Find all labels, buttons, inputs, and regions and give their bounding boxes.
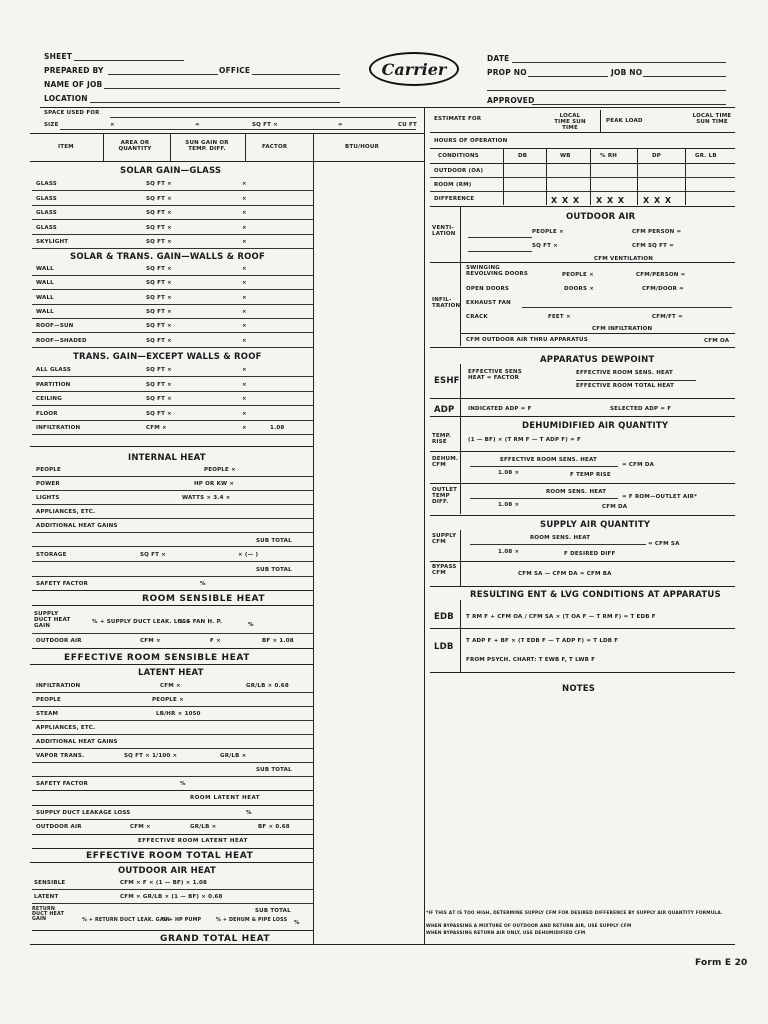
local-time-1: LOCAL TIME SUN TIME: [554, 113, 586, 131]
row-line: [32, 289, 313, 290]
row-line: [32, 190, 313, 191]
row-unit: SQ FT ×: [146, 195, 172, 202]
row-item: WALL: [36, 294, 54, 301]
subtotal-2: SUB TOTAL: [256, 567, 292, 573]
row-times: ×: [242, 181, 247, 187]
carrier-logo: Carrier: [369, 52, 459, 86]
ventilation-label: VENTI-LATION: [432, 225, 456, 237]
row-unit: SQ FT ×: [146, 210, 172, 216]
exhaust-fan: EXHAUST FAN: [466, 300, 511, 306]
adp-ers: EFFECTIVE ROOM SENS. HEAT: [576, 370, 673, 376]
lat-people: PEOPLE: [36, 697, 61, 703]
row-unit: SQ FT ×: [146, 381, 172, 388]
col-btu: BTU/HOUR: [345, 144, 379, 150]
row-unit: SQ FT ×: [146, 410, 172, 417]
dehum-108: 1.08 ×: [498, 470, 520, 476]
lat-steam-unit: LB/HR × 1050: [156, 711, 201, 717]
oa-label: OUTDOOR AIR: [36, 638, 82, 644]
footnote-1: *IF THIS ΔT IS TOO HIGH, DETERMINE SUPPLY CFM FOR DESIRED DIFFERENCE BY SUPPLY AIR QUANTITY FORMULA.: [426, 911, 723, 916]
latent-title: LATENT HEAT: [138, 668, 204, 678]
sheet-label: SHEET: [44, 52, 73, 61]
date-label: DATE: [487, 54, 510, 63]
trans-gain-title: TRANS. GAIN—EXCEPT WALLS & ROOF: [73, 352, 262, 362]
bypass-cfm: BYPASS CFM: [432, 564, 457, 576]
notes-title: NOTES: [562, 684, 596, 694]
lat-additional: ADDITIONAL HEAT GAINS: [36, 739, 118, 745]
cond-h-0: CONDITIONS: [438, 153, 479, 159]
lat-oa-gr: GR/LB ×: [190, 824, 217, 830]
row-item: CEILING: [36, 396, 62, 402]
xxx-2: X X X: [596, 196, 626, 205]
storage-label: STORAGE: [36, 552, 67, 558]
lat-appliances: APPLIANCES, ETC.: [36, 725, 96, 731]
row-item: GLASS: [36, 195, 57, 202]
sd-leakage: SUPPLY DUCT LEAKAGE LOSS: [36, 810, 131, 816]
row-unit: SQ FT ×: [146, 337, 172, 344]
hours-of-operation: HOURS OF OPERATION: [434, 138, 508, 144]
row-item: SKYLIGHT: [36, 239, 69, 245]
footnote-3: WHEN BYPASSING RETURN AIR ONLY, USE DEHUMIDIFIED CFM: [426, 931, 586, 936]
row-item: GLASS: [36, 210, 57, 216]
oa-heat-title: OUTDOOR AIR HEAT: [118, 866, 217, 876]
row-line: [32, 347, 313, 348]
row-item: ROOF—SUN: [36, 323, 74, 330]
row-times: ×: [242, 224, 247, 231]
dehum-pipe: % + DEHUM & PIPE LOSS: [216, 918, 288, 923]
swing-b: PEOPLE ×: [562, 272, 594, 278]
row-times: ×: [242, 367, 247, 373]
lat-safety: SAFETY FACTOR: [36, 781, 89, 787]
row-unit: SQ FT ×: [146, 323, 172, 330]
row-line: [32, 434, 313, 435]
outlet-temp: OUTLET TEMP DIFF.: [432, 487, 458, 505]
lat-infil-cfm: CFM ×: [160, 683, 181, 689]
row-times: ×: [242, 396, 247, 402]
lat-infil-gr: GR/LB × 0.68: [246, 683, 289, 689]
room-sensible-heat: ROOM SENSIBLE HEAT: [142, 594, 266, 604]
row-times: ×: [242, 280, 247, 287]
fan-hp: % + FAN H. P.: [178, 619, 223, 625]
storage-paren: × (— ): [238, 552, 259, 558]
name-of-job-label: NAME OF JOB: [44, 80, 103, 89]
ldb-eq: T ADP F + BF × (T EDB F — T ADP F) = T LDB F: [466, 638, 619, 644]
eff-sens: EFFECTIVE SENS HEAT = FACTOR: [468, 369, 522, 381]
size-x: ×: [110, 122, 115, 128]
row-item: FLOOR: [36, 410, 58, 417]
row-times: ×: [242, 337, 247, 344]
supply-rsh: ROOM SENS. HEAT: [530, 535, 591, 541]
location-label: LOCATION: [44, 94, 88, 103]
lat-oa: OUTDOOR AIR: [36, 824, 82, 830]
cond-h-1: DB: [518, 153, 528, 159]
size-eq2: =: [338, 122, 343, 128]
lat-people-unit: PEOPLE ×: [152, 697, 184, 703]
sd-leakage-pct: %: [246, 810, 252, 816]
row-times: ×: [242, 210, 247, 216]
row-item: INFILTRATION: [36, 425, 81, 431]
additional-label: ADDITIONAL HEAT GAINS: [36, 523, 118, 529]
row-line: [32, 234, 313, 235]
size-cuft: CU FT: [398, 122, 417, 128]
open-doors: OPEN DOORS: [466, 286, 510, 292]
row-line: [32, 205, 313, 206]
swing-c: CFM/PERSON =: [636, 272, 686, 278]
v1: PEOPLE ×: [532, 229, 564, 235]
swinging-doors: SWINGING REVOLVING DOORS: [466, 265, 529, 277]
lat-vapor-unit: SQ FT × 1/100 ×: [124, 753, 178, 759]
solar-walls-title: SOLAR & TRANS. GAIN—WALLS & ROOF: [70, 252, 265, 262]
internal-title: INTERNAL HEAT: [128, 453, 206, 463]
crack-b: FEET ×: [548, 314, 571, 320]
supply-title: SUPPLY AIR QUANTITY: [540, 520, 651, 530]
row-unit: CFM ×: [146, 425, 167, 431]
row-unit: SQ FT ×: [146, 396, 172, 402]
row-times: ×: [242, 425, 247, 431]
safety-label: SAFETY FACTOR: [36, 581, 89, 587]
lat-safety-pct: %: [180, 781, 186, 787]
row-item: WALL: [36, 266, 54, 272]
cond-h-4: DP: [652, 153, 661, 159]
solar-glass-title: SOLAR GAIN—GLASS: [120, 166, 222, 176]
cfm-infiltration: CFM INFILTRATION: [592, 326, 653, 332]
dehum-f-rise: F TEMP RISE: [570, 472, 611, 478]
col-factor: FACTOR: [262, 144, 288, 150]
row-line: [32, 248, 313, 249]
v1b: CFM PERSON =: [632, 229, 682, 235]
cfm-oa-thru-b: CFM OA: [704, 338, 730, 344]
row-line: [32, 275, 313, 276]
row-line: [32, 318, 313, 319]
people-unit: PEOPLE ×: [204, 467, 236, 473]
peak-load: PEAK LOAD: [606, 118, 643, 124]
prepared-by-label: PREPARED BY: [44, 66, 104, 75]
adp-ert: EFFECTIVE ROOM TOTAL HEAT: [576, 383, 675, 389]
grand-total: GRAND TOTAL HEAT: [160, 934, 271, 944]
row-line: [32, 304, 313, 305]
row-item: GLASS: [36, 224, 57, 231]
lat-infil: INFILTRATION: [36, 683, 81, 689]
v2b: CFM SQ FT =: [632, 243, 674, 249]
psych: FROM PSYCH. CHART: T EWB F, T LWB F: [466, 657, 596, 663]
supply-108: 1.08 ×: [498, 549, 520, 555]
adp-title: APPARATUS DEWPOINT: [540, 355, 655, 365]
oa-subtotal-pct: %: [294, 920, 300, 926]
row-item: GLASS: [36, 181, 57, 187]
row-times: ×: [242, 195, 247, 202]
adp-label: ADP: [434, 405, 455, 415]
row-line: [32, 376, 313, 377]
row-unit: SQ FT ×: [146, 280, 172, 287]
outlet-eq: = F ROM—OUTLET AIR*: [622, 494, 698, 500]
lat-subtotal: SUB TOTAL: [256, 767, 292, 773]
row-line: [32, 219, 313, 220]
dehum-ers: EFFECTIVE ROOM SENS. HEAT: [500, 457, 597, 463]
power-unit: HP OR KW ×: [194, 481, 235, 487]
row-line: [32, 391, 313, 392]
oa-cfm: CFM ×: [140, 638, 161, 644]
supply-cfm: SUPPLY CFM: [432, 533, 457, 545]
prop-no-label: PROP NO: [487, 68, 527, 77]
supply-eq: = CFM SA: [648, 541, 680, 547]
row-unit: SQ FT ×: [146, 367, 172, 373]
row-times: ×: [242, 381, 247, 388]
selected-adp: SELECTED ADP = F: [610, 406, 672, 412]
supply-desired: F DESIRED DIFF: [564, 551, 616, 557]
xxx-3: X X X: [643, 196, 673, 205]
indicated-adp: INDICATED ADP = F: [468, 406, 532, 412]
row-unit: SQ FT ×: [146, 181, 172, 187]
storage-unit: SQ FT ×: [140, 552, 166, 558]
form-number: Form E 20: [695, 958, 748, 968]
size-sqft: SQ FT ×: [252, 122, 278, 128]
approved-label: APPROVED: [487, 96, 535, 105]
xxx-1: X X X: [551, 196, 581, 205]
infiltration-label: INFIL-TRATION: [432, 297, 461, 309]
row-times: ×: [242, 294, 247, 301]
row-unit: SQ FT ×: [146, 266, 172, 272]
rise-eq: (1 — BF) × (T RM F — T ADP F) = F: [468, 437, 581, 443]
oa-latent: LATENT: [34, 894, 59, 900]
row-line: [32, 405, 313, 406]
edb-eq: T RM F + CFM OA / CFM SA × (T OA F — T RM F) = T EDB F: [466, 614, 656, 620]
row-line: [32, 332, 313, 333]
row-unit: SQ FT ×: [146, 308, 172, 315]
cond-h-5: GR. LB: [695, 153, 717, 159]
space-used-for-label: SPACE USED FOR: [44, 110, 100, 116]
outlet-rsh: ROOM SENS. HEAT: [546, 489, 607, 495]
cfm-oa-thru: CFM OUTDOOR AIR THRU APPARATUS: [466, 337, 588, 343]
col-item: ITEM: [58, 144, 74, 150]
subtotal-1: SUB TOTAL: [256, 538, 292, 544]
oa-sensible-eq: CFM × F × (1 — BF) × 1.08: [120, 880, 208, 886]
job-no-label: JOB NO: [611, 68, 643, 77]
oa-subtotal: SUB TOTAL: [255, 908, 291, 914]
row-times: ×: [242, 410, 247, 417]
dehum-title: DEHUMIDIFIED AIR QUANTITY: [522, 421, 669, 431]
footnote-2: WHEN BYPASSING A MIXTURE OF OUTDOOR AND RETURN AIR, USE SUPPLY CFM: [426, 924, 632, 929]
hp-pump: % + HP PUMP: [162, 918, 202, 923]
outlet-108: 1.08 ×: [498, 502, 520, 508]
cfm-ventilation: CFM VENTILATION: [594, 256, 654, 262]
ret-duct: RETURN DUCT HEAT GAIN: [32, 907, 65, 922]
room-latent-heat: ROOM LATENT HEAT: [190, 795, 261, 801]
lat-vapor-unit2: GR/LB ×: [220, 753, 247, 759]
cond-row-oa: OUTDOOR (OA): [434, 168, 484, 174]
appliances-label: APPLIANCES, ETC.: [36, 509, 96, 515]
ldb-label: LDB: [434, 642, 454, 652]
crack-c: CFM/FT =: [652, 314, 683, 320]
lat-steam: STEAM: [36, 711, 59, 717]
row-item: ROOF—SHADED: [36, 337, 87, 344]
lat-vapor: VAPOR TRANS.: [36, 753, 85, 759]
row-times: ×: [242, 239, 247, 245]
erse-label: EFFECTIVE ROOM SENSIBLE HEAT: [64, 653, 251, 663]
oa-title: OUTDOOR AIR: [566, 212, 636, 222]
crack: CRACK: [466, 314, 488, 320]
oa-bf: BF × 1.08: [262, 638, 294, 644]
office-label: OFFICE: [219, 66, 251, 75]
row-line: [32, 420, 313, 421]
lights-unit: WATTS × 3.4 ×: [182, 495, 231, 501]
size-label: SIZE: [44, 122, 59, 128]
row-unit: SQ FT ×: [146, 294, 172, 301]
row-unit: SQ FT ×: [146, 224, 172, 231]
row-times: ×: [242, 266, 247, 272]
lat-oa-bf: BF × 0.68: [258, 824, 290, 830]
cond-row-rm: ROOM (RM): [434, 182, 472, 188]
row-factor: 1.08: [270, 425, 285, 431]
row-times: ×: [242, 308, 247, 315]
power-label: POWER: [36, 481, 60, 487]
oa-sensible: SENSIBLE: [34, 880, 66, 886]
lat-oa-cfm: CFM ×: [130, 824, 151, 830]
temp-rise: TEMP. RISE: [432, 433, 452, 445]
bypass-eq: CFM SA — CFM DA = CFM BA: [518, 571, 612, 577]
people-label: PEOPLE: [36, 467, 61, 473]
size-eq: =: [195, 122, 200, 128]
row-item: ALL GLASS: [36, 367, 71, 373]
erlh-label: EFFECTIVE ROOM LATENT HEAT: [138, 838, 248, 844]
dehum-cfm: DEHUM. CFM: [432, 456, 459, 468]
cond-h-2: WB: [560, 153, 571, 159]
row-item: WALL: [36, 308, 54, 315]
row-item: WALL: [36, 280, 54, 287]
v2: SQ FT ×: [532, 243, 558, 249]
row-unit: SQ FT ×: [146, 239, 172, 245]
sd-pct: %: [248, 622, 254, 628]
resulting-title: RESULTING ENT & LVG CONDITIONS AT APPARATUS: [470, 590, 721, 600]
outlet-cfmda: CFM DA: [602, 504, 628, 510]
estimate-for: ESTIMATE FOR: [434, 116, 482, 122]
edb-label: EDB: [434, 612, 454, 622]
sd-heat-gain: SUPPLY DUCT HEAT GAIN: [34, 611, 71, 629]
eshf-label: ESHF: [434, 376, 460, 386]
safety-pct: %: [200, 581, 206, 587]
cond-row-diff: DIFFERENCE: [434, 196, 475, 202]
dehum-eq1: = CFM DA: [622, 462, 655, 468]
row-item: PARTITION: [36, 381, 71, 388]
local-time-2: LOCAL TIME SUN TIME: [692, 113, 732, 125]
sd-leak: % + SUPPLY DUCT LEAK. LOSS: [92, 619, 191, 625]
col-sun-gain: SUN GAIN OR TEMP. DIFF.: [185, 140, 229, 152]
oa-f: F ×: [210, 638, 221, 644]
open-b: DOORS ×: [564, 286, 595, 292]
row-times: ×: [242, 323, 247, 330]
ret-leak: % + RETURN DUCT LEAK. GAIN: [82, 918, 170, 923]
open-c: CFM/DOOR =: [642, 286, 684, 292]
col-area: AREA OR QUANTITY: [118, 140, 152, 152]
lights-label: LIGHTS: [36, 495, 60, 501]
cond-h-3: % RH: [600, 153, 618, 159]
erth-label: EFFECTIVE ROOM TOTAL HEAT: [86, 851, 254, 861]
oa-latent-eq: CFM × GR/LB × (1 — BF) × 0.68: [120, 894, 223, 900]
